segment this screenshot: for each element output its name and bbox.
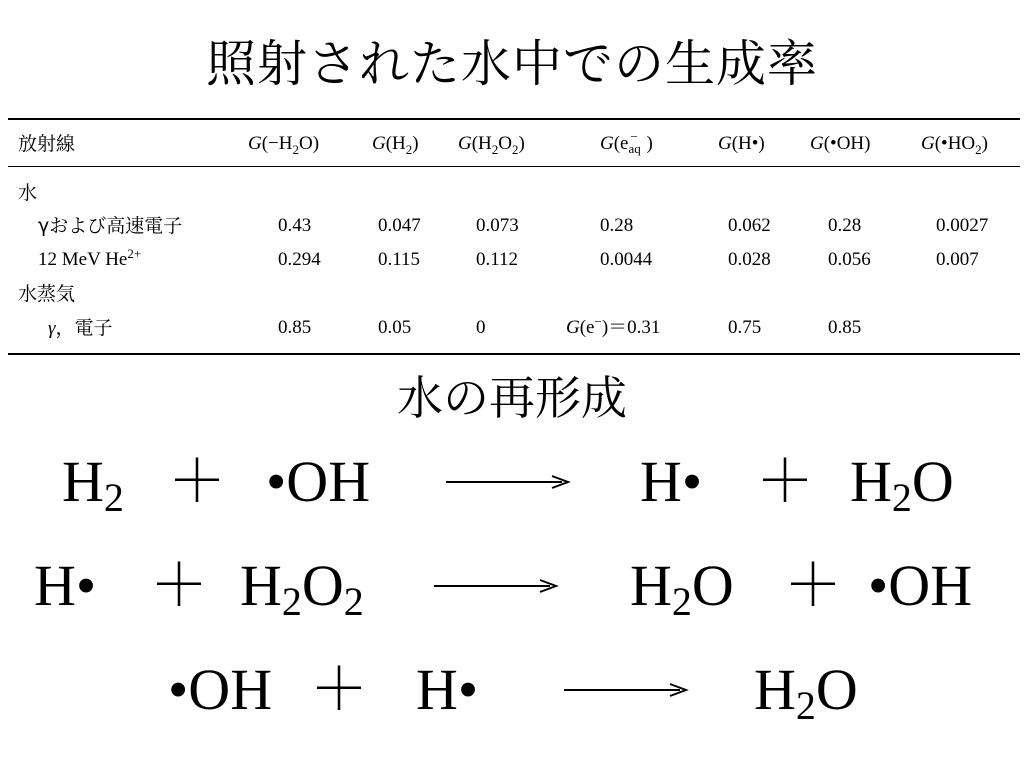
header-radiation: 放射線 xyxy=(18,133,76,155)
cell-value: 0.75 xyxy=(728,317,762,338)
cell-value: 0.28 xyxy=(828,215,862,236)
equation-1-lhs2: •OH xyxy=(266,449,371,514)
equation-1-arrow xyxy=(446,467,572,497)
cell-value: 0.112 xyxy=(476,249,519,270)
equation-2-lhs2: H2O2 xyxy=(240,553,364,624)
header-g-h-radical: G(H•) xyxy=(718,133,765,154)
cell-value: 0.0027 xyxy=(936,215,989,236)
equation-3-arrow xyxy=(564,675,690,705)
row-label-he-ion: 12 MeV $He^{2+}$ xyxy=(38,246,142,270)
equation-1-rhs1: H• xyxy=(640,449,703,514)
section-title: 水の再形成 xyxy=(397,371,627,425)
header-divider xyxy=(8,166,1020,167)
cell-value: 0.0044 xyxy=(600,249,653,270)
equation-3-plus1: ＋ xyxy=(310,657,369,722)
cell-value: 0.047 xyxy=(378,215,421,236)
equation-3-rhs1: H2O xyxy=(754,657,858,728)
header-g-eaq: G(e − aq ) xyxy=(600,129,653,156)
cell-value: 0.073 xyxy=(476,215,519,236)
equation-1-rhs2: H2O xyxy=(850,449,954,520)
group-label-water-vapor: 水蒸気 xyxy=(18,283,76,305)
header-g-h2o: $G(-H_2O)$ xyxy=(248,133,320,157)
header-g-h2: $G(H_2)$ xyxy=(372,133,419,157)
cell-value: 0.056 xyxy=(828,249,871,270)
g-value-table xyxy=(8,118,1020,355)
cell-value: 0.028 xyxy=(728,249,771,270)
header-g-oh-radical: G(•OH) xyxy=(810,133,871,154)
group-label-water: 水 xyxy=(18,182,38,204)
header-g-ho2-radical: $G(•HO_2)$ xyxy=(921,133,988,157)
equation-1-lhs1: H2 xyxy=(62,449,124,520)
row-label-gamma-electron: γおよび高速電子 xyxy=(38,215,183,237)
equation-3-lhs2: H• xyxy=(416,657,479,722)
cell-value: 0.28 xyxy=(600,215,634,236)
slide-title: 照射された水中での生成率 xyxy=(206,35,818,93)
equation-2-plus2: ＋ xyxy=(784,553,843,618)
equation-2-lhs1: H• xyxy=(34,553,97,618)
equation-1-plus2: ＋ xyxy=(756,449,815,514)
equation-2-plus1: ＋ xyxy=(150,553,209,618)
equation-1-plus1: ＋ xyxy=(168,449,227,514)
row-label-gamma-electron-vapor: γ，電子 xyxy=(48,317,113,339)
cell-value: 0 xyxy=(476,317,486,338)
cell-value: 0.43 xyxy=(278,215,312,236)
equation-3-lhs1: •OH xyxy=(168,657,273,722)
cell-value: 0.007 xyxy=(936,249,979,270)
equation-2-rhs1: H2O xyxy=(630,553,734,624)
cell-value: 0.062 xyxy=(728,215,771,236)
cell-value: 0.85 xyxy=(828,317,862,338)
equation-2-arrow xyxy=(434,571,560,601)
header-g-h2o2: $G(H_2O_2)$ xyxy=(458,133,525,157)
cell-value: 0.294 xyxy=(278,249,321,270)
cell-value-g-electron: G(e−)＝0.31 xyxy=(566,314,661,338)
equation-2-rhs2: •OH xyxy=(868,553,973,618)
cell-value: 0.85 xyxy=(278,317,312,338)
cell-value: 0.115 xyxy=(378,249,421,270)
cell-value: 0.05 xyxy=(378,317,412,338)
